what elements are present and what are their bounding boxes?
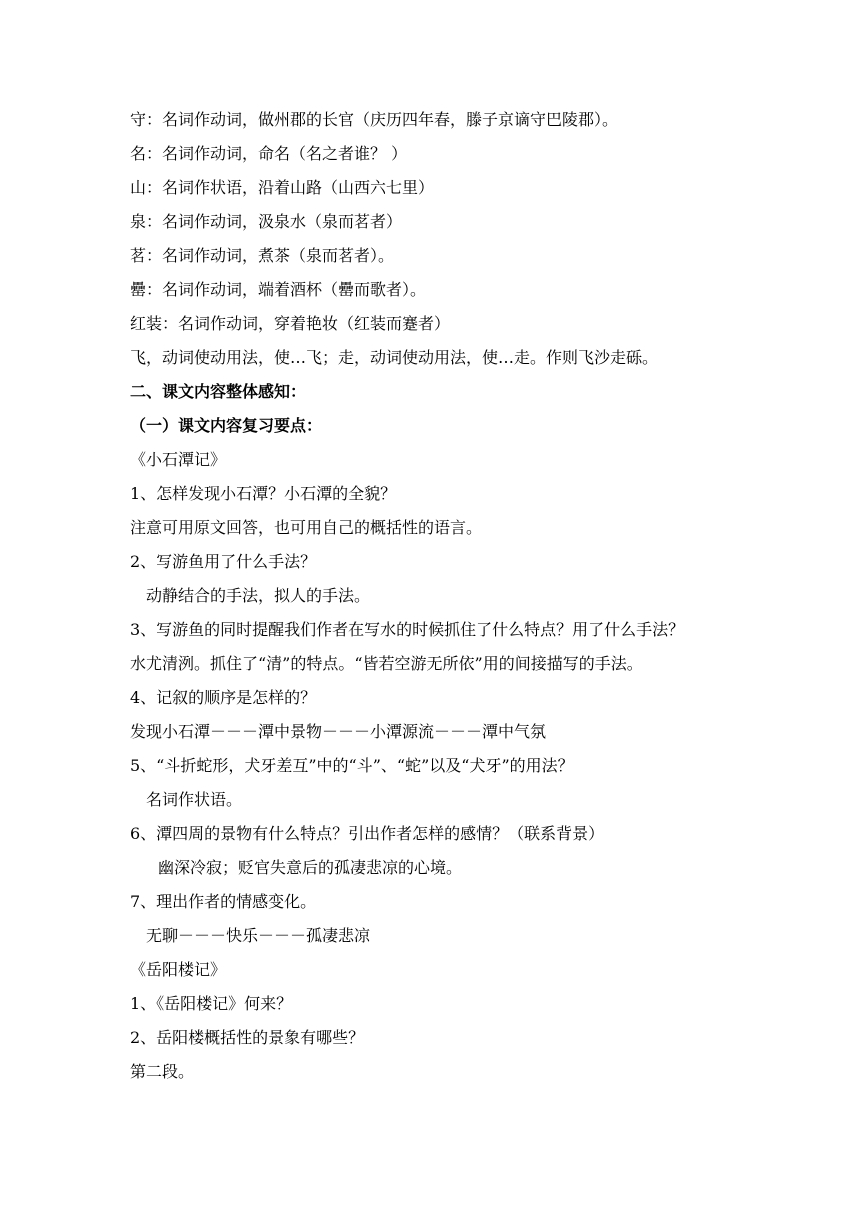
text-line: 飞，动词使动用法，使…飞；走，动词使动用法，使…走。作则飞沙走砾。 [130, 348, 659, 367]
question-line: 2、岳阳楼概括性的景象有哪些？ [130, 1028, 365, 1047]
answer-line: 名词作状语。 [146, 790, 243, 809]
question-line: 7、理出作者的情感变化。 [130, 892, 317, 911]
question-line: 5、“斗折蛇形，犬牙差互”中的“斗”、“蛇”以及“犬牙”的用法？ [130, 756, 574, 775]
text-title: 《岳阳楼记》 [130, 960, 227, 979]
answer-line: 第二段。 [130, 1062, 195, 1081]
text-line: 茗：名词作动词，煮茶（泉而茗者）。 [130, 246, 395, 265]
answer-line: 水尤清洌。抓住了“清”的特点。“皆若空游无所依”用的间接描写的手法。 [130, 654, 643, 673]
section-heading: 二、课文内容整体感知： [130, 382, 307, 401]
question-line: 3、写游鱼的同时提醒我们作者在写水的时候抓住了什么特点？用了什么手法？ [130, 620, 685, 639]
question-line: 4、记叙的顺序是怎样的？ [130, 688, 317, 707]
text-line: 名：名词作动词，命名（名之者谁？ ） [130, 144, 408, 163]
subsection-heading: （一）课文内容复习要点： [130, 416, 323, 435]
answer-line: 动静结合的手法，拟人的手法。 [146, 586, 371, 605]
question-line: 2、写游鱼用了什么手法？ [130, 552, 317, 571]
text-title: 《小石潭记》 [130, 450, 227, 469]
text-line: 红装：名词作动词，穿着艳妆（红装而蹇者） [130, 314, 451, 333]
answer-line: 幽深冷寂；贬官失意后的孤凄悲凉的心境。 [158, 858, 463, 877]
text-line: 山：名词作状语，沿着山路（山西六七里） [130, 178, 435, 197]
question-line: 6、潭四周的景物有什么特点？引出作者怎样的感情？（联系背景） [130, 824, 605, 843]
question-line: 1、怎样发现小石潭？小石潭的全貌？ [130, 484, 397, 503]
answer-line: 无聊－－－快乐－－－孤凄悲凉 [146, 926, 371, 945]
question-line: 1、《岳阳楼记》何来？ [130, 994, 293, 1013]
text-line: 守：名词作动词，做州郡的长官（庆历四年春，滕子京谪守巴陵郡）。 [130, 110, 619, 129]
answer-line: 发现小石潭－－－潭中景物－－－小潭源流－－－潭中气氛 [130, 722, 547, 741]
text-line: 泉：名词作动词，汲泉水（泉而茗者） [130, 212, 403, 231]
text-line: 罍：名词作动词，端着酒杯（罍而歌者）。 [130, 280, 427, 299]
answer-line: 注意可用原文回答，也可用自己的概括性的语言。 [130, 518, 483, 537]
